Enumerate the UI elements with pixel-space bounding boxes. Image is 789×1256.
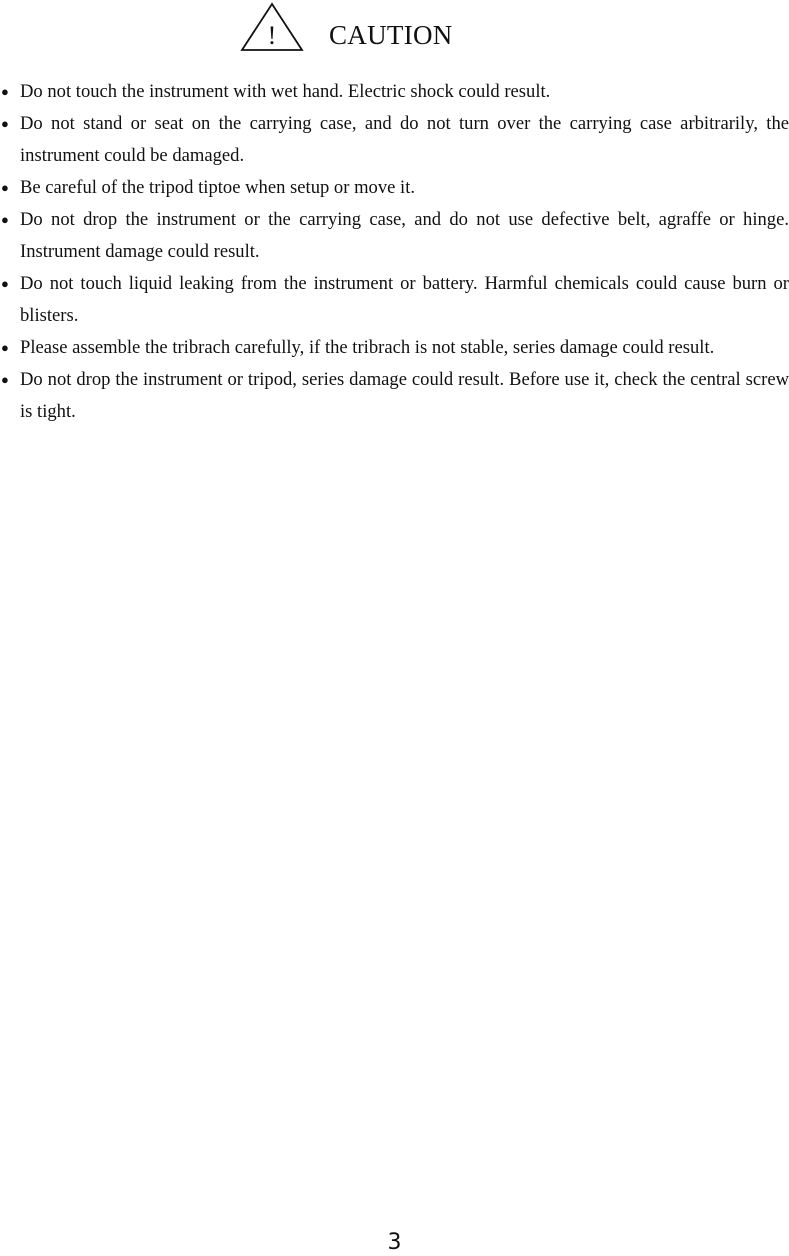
bullet-icon: ● [1, 276, 9, 291]
bullet-icon: ● [1, 372, 9, 387]
caution-list [0, 76, 789, 428]
caution-heading [0, 0, 789, 60]
warning-triangle-icon [240, 2, 304, 52]
list-item-text: Please assemble the tribrach carefully, if the tribrach is not stable, series damage could result. [20, 337, 715, 358]
list-item [0, 108, 789, 172]
caution-title: CAUTION [329, 20, 453, 50]
list-item [0, 364, 789, 428]
bullet-icon: ● [1, 212, 9, 227]
bullet-icon: ● [1, 340, 9, 355]
list-item [0, 204, 789, 268]
list-item-text: Do not touch liquid leaking from the instrument or battery. Harmful chemicals could cause burn or blisters. [20, 273, 789, 326]
warning-exclamation: ! [267, 21, 277, 50]
bullet-icon: ● [1, 116, 9, 131]
list-item-text: Do not touch the instrument with wet hand. Electric shock could result. [20, 81, 551, 102]
page-number: 3 [387, 1230, 402, 1255]
list-item-text: Do not drop the instrument or the carrying case, and do not use defective belt, agraffe or hinge. Instrument damage could result. [20, 209, 789, 262]
list-item [0, 172, 789, 204]
list-item [0, 268, 789, 332]
list-item-text: Be careful of the tripod tiptoe when setup or move it. [20, 177, 416, 198]
list-item [0, 332, 789, 364]
list-item-text: Do not drop the instrument or tripod, series damage could result. Before use it, check the central screw is tight. [20, 369, 789, 422]
bullet-icon: ● [1, 180, 9, 195]
list-item-text: Do not stand or seat on the carrying case, and do not turn over the carrying case arbitrarily, the instrument could be damaged. [20, 113, 789, 166]
bullet-icon: ● [1, 84, 9, 99]
list-item [0, 76, 789, 108]
